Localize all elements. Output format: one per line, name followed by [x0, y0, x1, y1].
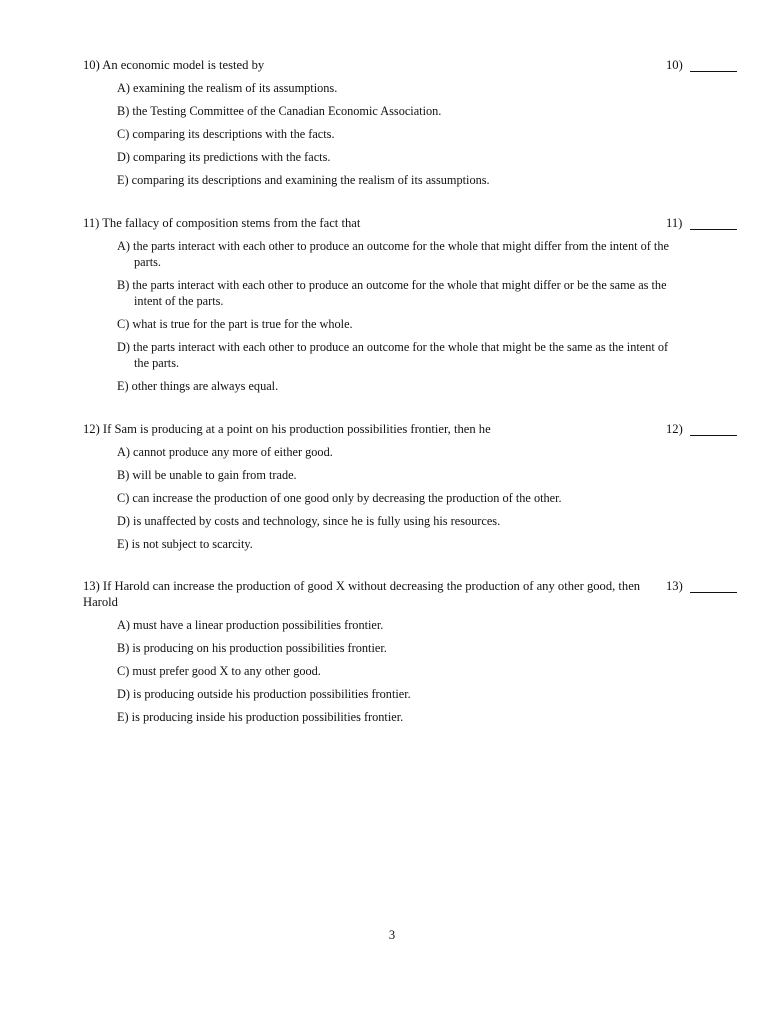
answer-label: 13)	[666, 579, 683, 593]
option-d: D) the parts interact with each other to produce an outcome for the whole that might be the same as the intent of the parts.	[117, 340, 669, 370]
option-b: B) the Testing Committee of the Canadian Economic Association.	[117, 104, 442, 118]
question-stem: 11) The fallacy of composition stems from the fact that	[83, 216, 361, 230]
answer-blank[interactable]	[690, 435, 737, 436]
page-number: 3	[388, 928, 396, 942]
option-b: B) will be unable to gain from trade.	[117, 468, 297, 482]
option-a: A) the parts interact with each other to produce an outcome for the whole that might differ from the intent of the parts.	[117, 239, 669, 269]
option-a: A) examining the realism of its assumptions.	[117, 81, 338, 95]
option-c: C) must prefer good X to any other good.	[117, 664, 321, 678]
answer-blank[interactable]	[690, 229, 737, 230]
option-e: E) is producing inside his production possibilities frontier.	[117, 710, 404, 724]
option-e: E) is not subject to scarcity.	[117, 537, 253, 551]
answer-blank[interactable]	[690, 71, 737, 72]
option-e: E) other things are always equal.	[117, 379, 279, 393]
option-a: A) must have a linear production possibilities frontier.	[117, 618, 384, 632]
option-c: C) comparing its descriptions with the facts.	[117, 127, 335, 141]
option-c: C) what is true for the part is true for the whole.	[117, 317, 353, 331]
answer-blank[interactable]	[690, 592, 737, 593]
question-stem: 12) If Sam is producing at a point on his production possibilities frontier, then he	[83, 422, 491, 436]
question-stem: 10) An economic model is tested by	[83, 58, 265, 72]
option-e: E) comparing its descriptions and examining the realism of its assumptions.	[117, 173, 490, 187]
option-a: A) cannot produce any more of either good.	[117, 445, 333, 459]
question-stem: 13) If Harold can increase the production of good X without decreasing the production of any other good, then Harold	[83, 579, 641, 609]
option-d: D) is unaffected by costs and technology, since he is fully using his resources.	[117, 514, 501, 528]
answer-label: 11)	[666, 216, 683, 230]
option-d: D) is producing outside his production possibilities frontier.	[117, 687, 411, 701]
option-b: B) is producing on his production possibilities frontier.	[117, 641, 387, 655]
option-c: C) can increase the production of one good only by decreasing the production of the other.	[117, 491, 562, 505]
answer-label: 10)	[666, 58, 683, 72]
option-d: D) comparing its predictions with the facts.	[117, 150, 331, 164]
answer-label: 12)	[666, 422, 683, 436]
option-b: B) the parts interact with each other to produce an outcome for the whole that might differ or be the same as the intent of the parts.	[117, 278, 667, 308]
